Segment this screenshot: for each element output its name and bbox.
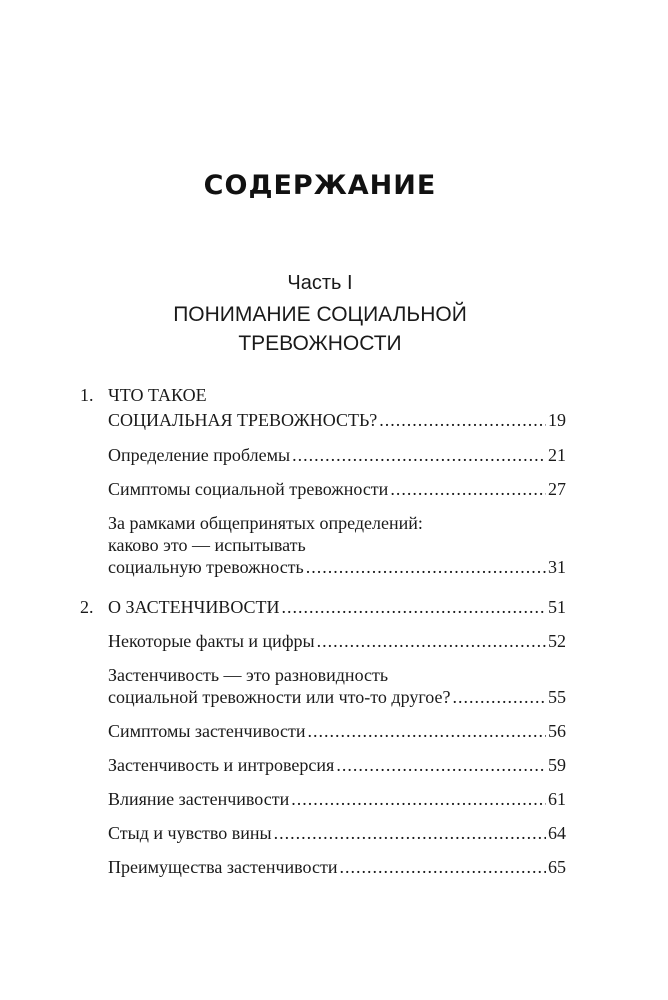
dot-leader [340, 856, 547, 878]
part-heading [0, 270, 640, 358]
section-title: Симптомы застенчивости [108, 721, 306, 741]
toc-entry-section[interactable] [108, 444, 566, 466]
part-title [0, 300, 640, 358]
page-number: 56 [548, 721, 566, 741]
toc-entry-section[interactable] [108, 720, 566, 742]
chapter-title-line: ЧТО ТАКОЕ [108, 385, 207, 405]
dot-leader [317, 630, 546, 652]
chapter-title-line: СОЦИАЛЬНАЯ ТРЕВОЖНОСТЬ? [108, 410, 378, 430]
toc-entry-section[interactable] [108, 686, 566, 708]
page-number: 65 [548, 857, 566, 877]
page-number: 55 [548, 687, 566, 707]
dot-leader [274, 822, 546, 844]
page-number: 21 [548, 445, 566, 465]
toc-entry-section[interactable] [108, 822, 566, 844]
chapter-number: 2. [80, 597, 94, 617]
page-number: 59 [548, 755, 566, 775]
toc-entry-section[interactable] [108, 856, 566, 878]
dot-leader [336, 754, 546, 776]
dot-leader [282, 596, 546, 618]
section-title: Некоторые факты и цифры [108, 631, 315, 651]
section-title-line: социальной тревожности или что-то другое? [108, 687, 451, 707]
dot-leader [292, 444, 546, 466]
toc-entry-chapter[interactable] [108, 409, 566, 431]
toc-entry-section[interactable] [108, 788, 566, 810]
section-title: Стыд и чувство вины [108, 823, 272, 843]
part-title-line: ТРЕВОЖНОСТИ [238, 332, 402, 355]
dot-leader [390, 478, 546, 500]
section-title: Влияние застенчивости [108, 789, 290, 809]
dot-leader [379, 409, 546, 431]
toc-entry-chapter[interactable] [108, 596, 566, 618]
section-title: Преимущества застенчивости [108, 857, 338, 877]
part-label: Часть I [287, 272, 353, 294]
page-number: 31 [548, 557, 566, 577]
section-title-line: социальную тревожность [108, 557, 304, 577]
dot-leader [306, 556, 546, 578]
chapter-title: О ЗАСТЕНЧИВОСТИ [108, 597, 280, 617]
section-title-line: За рамками общепринятых определений: [108, 513, 423, 533]
toc-entry-section[interactable] [108, 556, 566, 578]
section-title-line: Застенчивость — это разновидность [108, 665, 389, 685]
page-number: 61 [548, 789, 566, 809]
part-title-line: ПОНИМАНИЕ СОЦИАЛЬНОЙ [173, 303, 467, 326]
dot-leader [452, 686, 546, 708]
dot-leader [291, 788, 546, 810]
toc-entry-section[interactable] [108, 754, 566, 776]
section-title: Определение проблемы [108, 445, 291, 465]
page-number: 27 [548, 479, 566, 499]
page-number: 51 [548, 597, 566, 617]
section-title-line: каково это — испытывать [108, 535, 306, 555]
dot-leader [308, 720, 546, 742]
section-title: Застенчивость и интроверсия [108, 755, 335, 775]
page-number: 52 [548, 631, 566, 651]
section-title: Симптомы социальной тревожности [108, 479, 389, 499]
toc-entry-section[interactable] [108, 630, 566, 652]
page-number: 19 [548, 410, 566, 430]
toc-entry-section[interactable] [108, 478, 566, 500]
page-number: 64 [548, 823, 566, 843]
chapter-number: 1. [80, 385, 94, 405]
page-title: СОДЕРЖАНИЕ [203, 170, 437, 201]
